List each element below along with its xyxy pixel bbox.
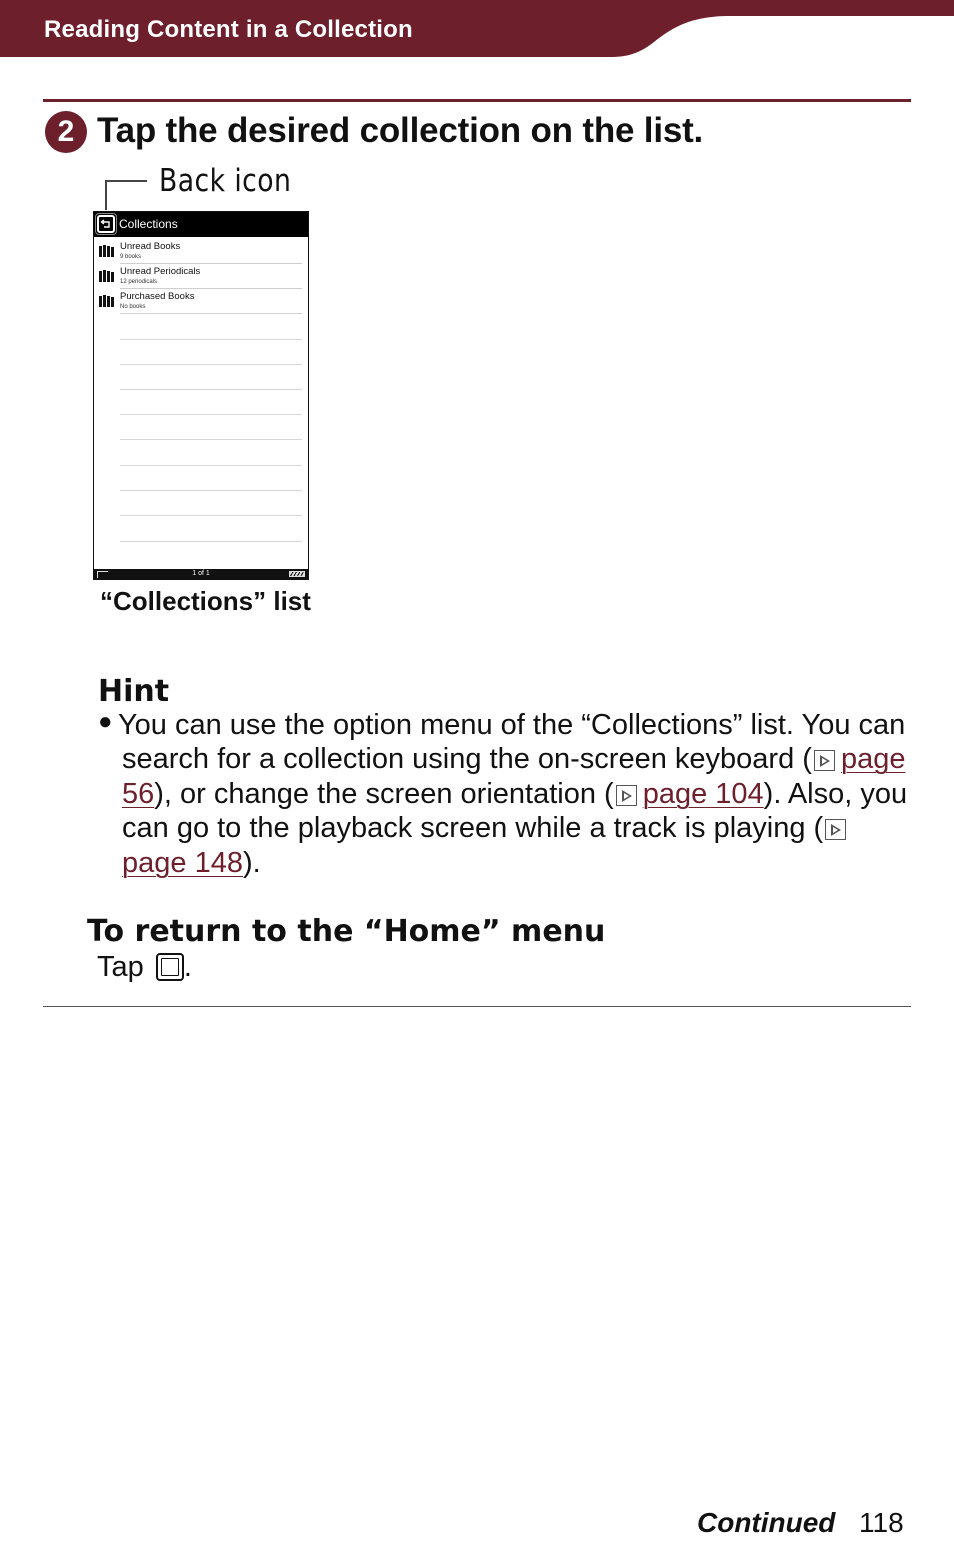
figure-caption: “Collections” list	[100, 586, 311, 616]
empty-row-divider	[120, 541, 302, 542]
empty-row-divider	[120, 490, 302, 491]
period: .	[183, 951, 192, 983]
collection-item[interactable]	[120, 238, 302, 264]
hint-heading: Hint	[98, 674, 170, 709]
callout-line	[105, 180, 147, 210]
link-page-56[interactable]: page 56	[122, 743, 906, 810]
empty-row-divider	[120, 414, 302, 415]
device-title: Collections	[119, 217, 178, 231]
hint-paragraph	[118, 708, 912, 880]
collection-count: 9 books	[120, 254, 142, 260]
step-number-badge: 2	[45, 111, 87, 153]
page-ref-arrow-icon	[616, 785, 637, 806]
bullet: ●	[98, 708, 113, 735]
tap-label: Tap	[97, 951, 144, 983]
link-page-104[interactable]: page 104	[642, 777, 764, 810]
empty-row-divider	[120, 364, 302, 365]
collection-count: 12 periodicals	[120, 279, 158, 285]
hint-text-4: ).	[242, 846, 261, 879]
top-rule	[43, 99, 911, 102]
books-icon	[99, 245, 114, 257]
books-icon	[99, 270, 114, 282]
collection-item[interactable]	[120, 288, 302, 314]
back-icon[interactable]	[97, 215, 115, 233]
back-icon	[156, 953, 184, 981]
continued-label: Continued	[697, 1507, 836, 1538]
callout-label: Back icon	[159, 163, 292, 199]
collection-title: Unread Periodicals	[120, 266, 201, 277]
page-ref-arrow-icon	[825, 819, 846, 840]
step-heading: Tap the desired collection on the list.	[97, 111, 704, 150]
hint-text-2: ), or change the screen orientation (	[154, 777, 614, 810]
hint-text-3: ). Also, you can go to the playback screen while a track is playing (	[122, 777, 908, 845]
return-home-heading: To return to the “Home” menu	[87, 914, 606, 949]
page-ref-arrow-icon	[814, 750, 835, 771]
page-indicator: 1 of 1	[192, 570, 210, 577]
empty-row-divider	[120, 515, 302, 516]
hint-text-1: You can use the option menu of the “Collections” list. You can search for a collection using the on-screen keyboard (	[118, 709, 906, 776]
empty-row-divider	[120, 339, 302, 340]
books-icon	[99, 295, 114, 307]
collection-title: Purchased Books	[120, 291, 195, 302]
return-home-instruction	[97, 951, 192, 984]
section-title: Reading Content in a Collection	[44, 16, 413, 43]
battery-icon	[289, 571, 305, 577]
empty-row-divider	[120, 389, 302, 390]
collection-count: No books	[120, 304, 146, 310]
link-page-148[interactable]: page 148	[122, 846, 243, 879]
collection-item[interactable]	[120, 263, 302, 289]
empty-row-divider	[120, 465, 302, 466]
empty-row-divider	[120, 439, 302, 440]
device-status-bar	[94, 569, 308, 579]
bottom-rule	[43, 1006, 911, 1007]
collection-title: Unread Books	[120, 241, 181, 252]
device-screenshot	[93, 211, 309, 580]
device-titlebar	[94, 212, 308, 237]
page-number: 118	[859, 1507, 904, 1538]
